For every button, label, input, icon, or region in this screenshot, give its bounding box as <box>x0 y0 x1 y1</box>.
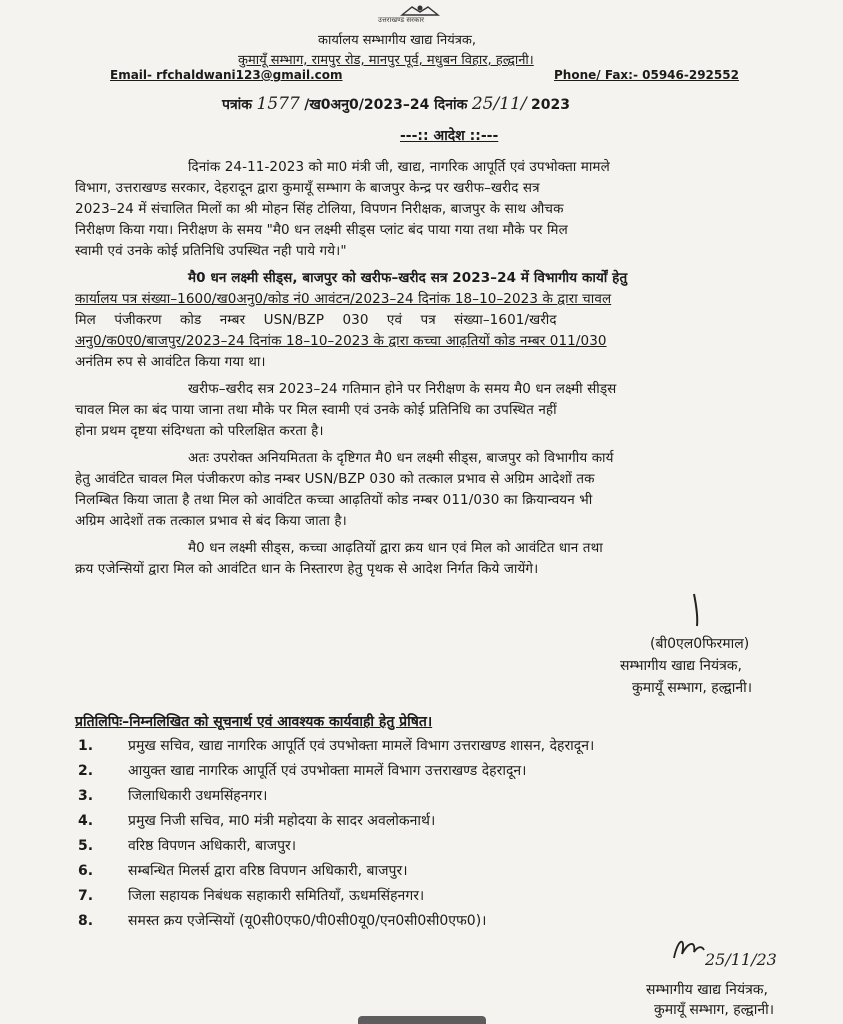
copy-item-num: 1. <box>78 738 94 754</box>
ref-line <box>222 94 570 114</box>
ref-number: 1577 <box>256 94 300 114</box>
para2-line3: मिल पंजीकरण कोड नम्बर USN/BZP 030 एवं पत्र संख्या–1601/खरीद <box>75 312 557 328</box>
viewer-scroll-handle[interactable] <box>358 1016 486 1024</box>
signature-scribble <box>668 932 708 966</box>
copy-item-text: प्रमुख सचिव, खाद्य नागरिक आपूर्ति एवं उपभोक्ता मामलें विभाग उत्तराखण्ड शासन, देहरादून। <box>128 738 595 754</box>
signatory-designation: सम्भागीय खाद्य नियंत्रक, <box>620 658 743 674</box>
copy-item-num: 2. <box>78 763 94 779</box>
para4-line4: अग्रिम आदेशों तक तत्काल प्रभाव से बंद किया जाता है। <box>75 513 347 529</box>
copy-item-text: समस्त क्रय एजेन्सियों (यू0सी0एफ0/पी0सी0यू0/एन0सी0सी0एफ0)। <box>128 913 487 929</box>
para1-line2: विभाग, उत्तराखण्ड सरकार, देहरादून द्वारा कुमायूँ सम्भाग के बाजपुर केन्द्र पर खरीफ–खरीद सत्र <box>75 180 540 196</box>
state-emblem <box>378 2 452 24</box>
emblem-caption: उत्तराखण्ड सरकार <box>378 16 425 24</box>
para4-line3: निलम्बित किया जाता है तथा मिल को आवंटित कच्चा आढ़तियों कोड नम्बर 011/030 का क्रियान्वयन भी <box>75 492 593 508</box>
office-address: कुमायूँ सम्भाग, रामपुर रोड, मानपुर पूर्व, मधुबन विहार, हल्द्वानी। <box>238 53 534 68</box>
copy-item-num: 4. <box>78 813 94 829</box>
ref-prefix: पत्रांक <box>222 97 253 113</box>
para2-line4: अनु0/क0ए0/बाजपुर/2023–24 दिनांक 18–10–2023 के द्वारा कच्चा आढ़तियों कोड नम्बर 011/030 <box>75 333 607 349</box>
copy-item-text: सम्बन्धित मिलर्स द्वारा वरिष्ठ विपणन अधिकारी, बाजपुर। <box>128 863 408 879</box>
copy-item-num: 5. <box>78 838 94 854</box>
para4-line1: अतः उपरोक्त अनियमितता के दृष्टिगत मै0 धन लक्ष्मी सीड्स, बाजपुर को विभागीय कार्य <box>188 450 614 466</box>
para5-line1: मै0 धन लक्ष्मी सीड्स, कच्चा आढ़तियों द्वारा क्रय धान एवं मिल को आवंटित धान तथा <box>188 540 603 556</box>
ref-code: /ख0अनु0/2023–24 दिनांक <box>304 97 468 113</box>
signatory2-designation: सम्भागीय खाद्य नियंत्रक, <box>646 982 769 998</box>
copy-item-text: जिला सहायक निबंधक सहाकारी समितियाँ, ऊधमसिंहनगर। <box>128 888 425 904</box>
signatory-name: (बी0एल0फिरमाल) <box>650 636 750 652</box>
para3-line1: खरीफ–खरीद सत्र 2023–24 गतिमान होने पर निरीक्षण के समय मै0 धन लक्ष्मी सीड्स <box>188 381 617 397</box>
copy-item-num: 3. <box>78 788 94 804</box>
para1-line3: 2023–24 में संचालित मिलों का श्री मोहन सिंह टोलिया, विपणन निरीक्षक, बाजपुर के साथ औचक <box>75 201 564 217</box>
office-title: कार्यालय सम्भागीय खाद्य नियंत्रक, <box>318 33 477 48</box>
signatory2-region: कुमायूँ सम्भाग, हल्द्वानी। <box>654 1002 775 1018</box>
signatory-region: कुमायूँ सम्भाग, हल्द्वानी। <box>632 680 753 696</box>
office-phone: Phone/ Fax:- 05946-292552 <box>554 68 739 82</box>
para5-line2: क्रय एजेन्सियों द्वारा मिल को आवंटित धान के निस्तारण हेतु पृथक से आदेश निर्गत किये जायेंगे। <box>75 561 539 577</box>
order-title: ---:: आदेश ::--- <box>400 128 499 144</box>
para4-line2: हेतु आवंटित चावल मिल पंजीकरण कोड नम्बर USN/BZP 030 को तत्काल प्रभाव से अग्रिम आदेशों तक <box>75 471 595 487</box>
copy-item-text: प्रमुख निजी सचिव, मा0 मंत्री महोदया के सादर अवलोकनार्थ। <box>128 813 436 829</box>
copy-heading: प्रतिलिपिः–निम्नलिखित को सूचनार्थ एवं आवश्यक कार्यवाही हेतु प्रेषित। <box>75 714 433 730</box>
para3-line3: होना प्रथम दृष्टया संदिग्धता को परिलक्षित करता है। <box>75 423 324 439</box>
para2-line5: अनंतिम रुप से आवंटित किया गया था। <box>75 354 266 370</box>
copy-item-text: वरिष्ठ विपणन अधिकारी, बाजपुर। <box>128 838 297 854</box>
para3-line2: चावल मिल का बंद पाया जाना तथा मौके पर मिल स्वामी एवं उनके कोई प्रतिनिधि का उपस्थित नहीं <box>75 402 557 418</box>
copy-item-text: आयुक्त खाद्य नागरिक आपूर्ति एवं उपभोक्ता मामलें विभाग उत्तराखण्ड देहरादून। <box>128 763 527 779</box>
para2-line2: कार्यालय पत्र संख्या–1600/ख0अनु0/कोड नं0 आवंटन/2023–24 दिनांक 18–10–2023 के द्वारा चावल <box>75 291 612 307</box>
copy-item-num: 7. <box>78 888 94 904</box>
para2-line1: मै0 धन लक्ष्मी सीड्स, बाजपुर को खरीफ–खरीद सत्र 2023–24 में विभागीय कार्यों हेतु <box>188 270 628 286</box>
office-email: Email- rfchaldwani123@gmail.com <box>110 68 343 82</box>
copy-item-num: 8. <box>78 913 94 929</box>
copy-item-text: जिलाधिकारी उधमसिंहनगर। <box>128 788 268 804</box>
para1-line4: निरीक्षण किया गया। निरीक्षण के समय "मै0 धन लक्ष्मी सीड्स प्लांट बंद पाया गया तथा मौके पर मिल <box>75 222 568 238</box>
ref-year: 2023 <box>531 97 570 113</box>
copy-item-num: 6. <box>78 863 94 879</box>
ref-date: 25/11/ <box>471 94 527 114</box>
para1-line5: स्वामी एवं उनके कोई प्रतिनिधि उपस्थित नही पाये गये।" <box>75 243 347 259</box>
signature-date: 25/11/23 <box>705 950 777 969</box>
signature-stroke <box>682 592 712 632</box>
para1-line1: दिनांक 24-11-2023 को मा0 मंत्री जी, खाद्य, नागरिक आपूर्ति एवं उपभोक्ता मामले <box>188 159 610 175</box>
